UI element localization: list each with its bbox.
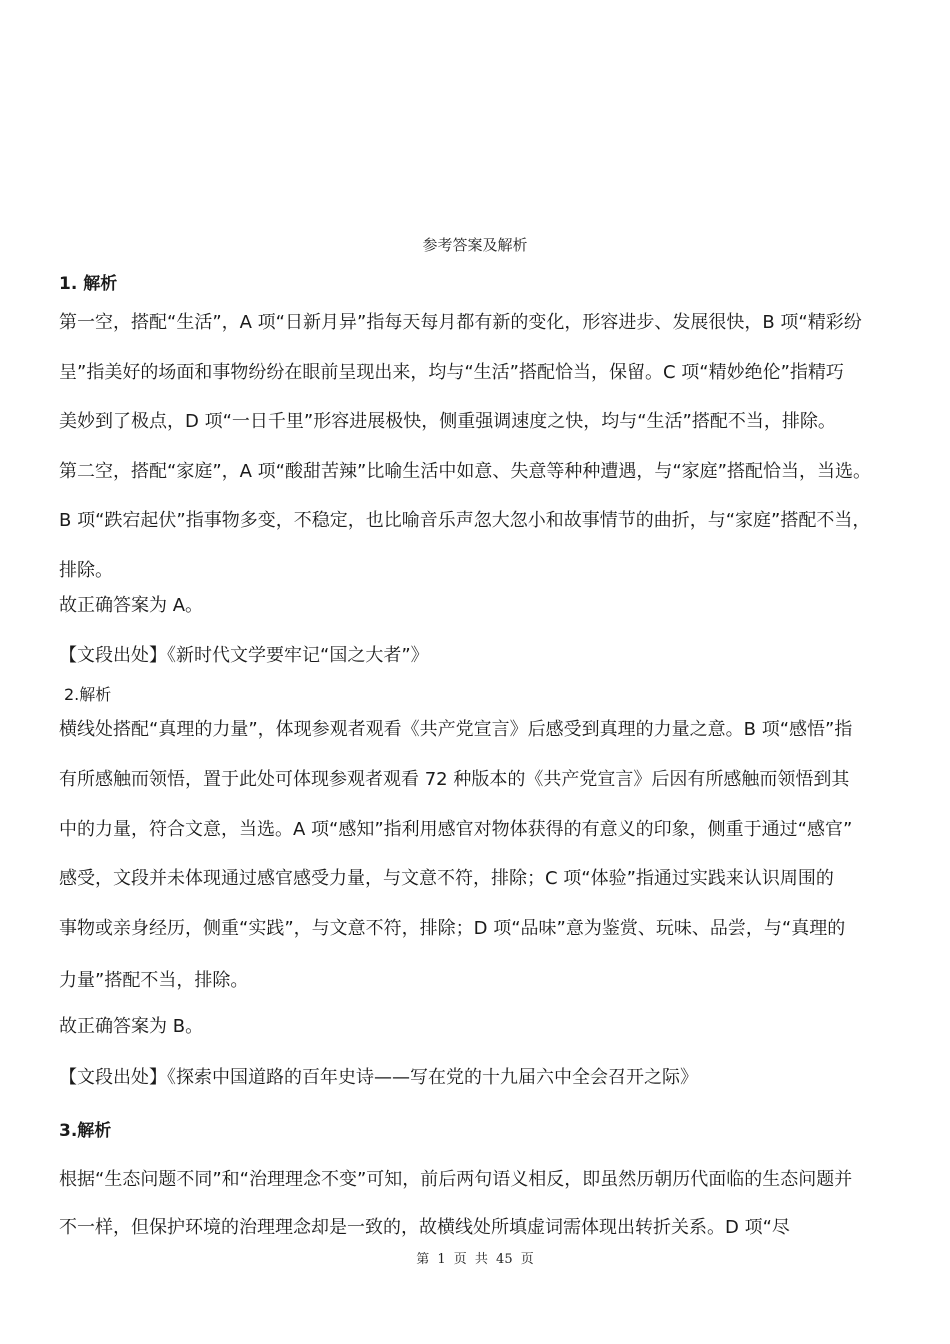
q1-line-2: 呈”指美好的场面和事物纷纷在眼前呈现出来，均与“生活”搭配恰当，保留。C 项“精妙绝伦”指精巧 — [59, 362, 844, 383]
q1-line-6: 排除。 — [59, 560, 113, 581]
q2-heading: 2.解析 — [64, 685, 112, 704]
q1-line-5: B 项“跌宕起伏”指事物多变，不稳定，也比喻音乐声忽大忽小和故事情节的曲折，与“家庭”搭配不当， — [59, 510, 871, 531]
q3-line-1: 根据“生态问题不同”和“治理理念不变”可知，前后两句语义相反，即虽然历朝历代面临的生态问题并 — [59, 1169, 853, 1190]
q1-line-1: 第一空，搭配“生活”，A 项“日新月异”指每天每月都有新的变化，形容进步、发展很快，B 项“精彩纷 — [59, 312, 862, 333]
q1-source: 【文段出处】《新时代文学要牢记“国之大者”》 — [59, 645, 429, 666]
q1-line-3: 美妙到了极点，D 项“一日千里”形容进展极快，侧重强调速度之快，均与“生活”搭配不当，排除。 — [59, 411, 836, 432]
q1-answer: 故正确答案为 A。 — [59, 595, 204, 616]
q2-line-1: 横线处搭配“真理的力量”，体现参观者观看《共产党宣言》后感受到真理的力量之意。B 项“感悟”指 — [59, 719, 853, 740]
page-footer: 第 1 页 共 45 页 — [416, 1252, 534, 1267]
q1-line-4: 第二空，搭配“家庭”，A 项“酸甜苦辣”比喻生活中如意、失意等种种遭遇，与“家庭”搭配恰当，当选。 — [59, 461, 871, 482]
q2-line-5: 事物或亲身经历，侧重“实践”，与文意不符，排除；D 项“品味”意为鉴赏、玩味、品尝，与“真理的 — [59, 918, 846, 939]
q2-line-3: 中的力量，符合文意，当选。A 项“感知”指利用感官对物体获得的有意义的印象，侧重于通过“感官” — [59, 819, 853, 840]
q2-line-6: 力量”搭配不当，排除。 — [59, 970, 249, 991]
q2-line-4: 感受，文段并未体现通过感官感受力量，与文意不符，排除；C 项“体验”指通过实践来认识周围的 — [59, 868, 834, 889]
q2-answer: 故正确答案为 B。 — [59, 1016, 204, 1037]
document-title: 参考答案及解析 — [422, 236, 528, 254]
q2-line-2: 有所感触而领悟，置于此处可体现参观者观看 72 种版本的《共产党宣言》后因有所感触而领悟到其 — [59, 769, 850, 790]
q2-source: 【文段出处】《探索中国道路的百年史诗——写在党的十九届六中全会召开之际》 — [59, 1067, 698, 1088]
q1-heading: 1. 解析 — [59, 274, 118, 294]
q3-heading: 3.解析 — [59, 1121, 112, 1141]
q3-line-2: 不一样，但保护环境的治理理念却是一致的，故横线处所填虚词需体现出转折关系。D 项“尽 — [59, 1217, 790, 1238]
